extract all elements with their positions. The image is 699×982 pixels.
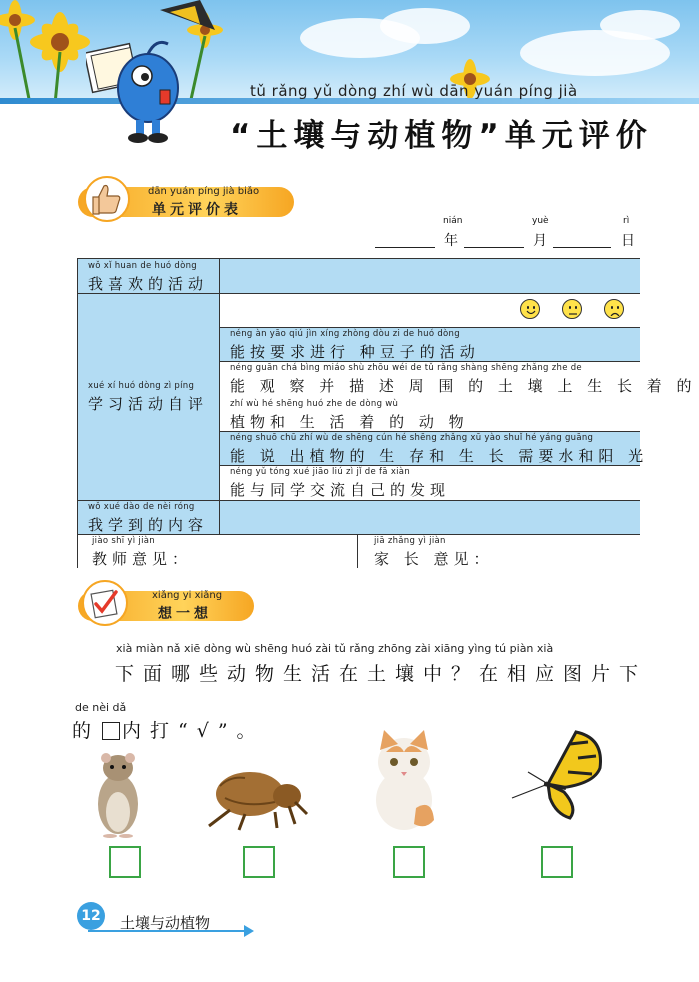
teacher-label: 教师意见： <box>92 550 193 568</box>
self-eval-item <box>220 465 640 500</box>
learned-label: 我学到的内容 <box>88 516 209 534</box>
like-label: 我喜欢的活动 <box>88 275 209 293</box>
mascot-icon <box>86 28 196 146</box>
item-label: 能与同学交流自己的发现 <box>230 481 451 499</box>
month-blank[interactable] <box>464 232 524 248</box>
item-pinyin: néng guān chá bìng miáo shù zhōu wéi de tǔ rǎng shàng shēng zhǎng zhe de <box>230 363 582 373</box>
year-pinyin: nián <box>443 216 463 226</box>
month-label: 月 <box>533 233 547 249</box>
teacher-comment-field[interactable] <box>78 534 358 568</box>
answer-box-cicada[interactable] <box>243 846 275 878</box>
sad-face-icon[interactable] <box>604 299 624 319</box>
teacher-pinyin: jiào shī yì jiàn <box>92 536 155 546</box>
cicada-nymph-image <box>205 762 309 832</box>
divider <box>78 534 640 535</box>
cell-like-label <box>78 259 220 293</box>
thumbs-up-icon <box>84 176 130 222</box>
item-label: 能按要求进行 种豆子的活动 <box>230 343 480 361</box>
learned-pinyin: wǒ xué dào de nèi róng <box>88 502 195 512</box>
self-eval-item <box>220 327 640 361</box>
neutral-face-icon[interactable] <box>562 299 582 319</box>
answer-box-hamster[interactable] <box>109 846 141 878</box>
evaluation-table <box>77 258 697 568</box>
butterfly-image <box>508 728 608 820</box>
question-pinyin-line2: de nèi dǎ <box>75 701 127 714</box>
self-eval-pinyin: xué xí huó dòng zì píng <box>88 381 195 391</box>
divider <box>219 465 640 466</box>
like-answer-field[interactable] <box>220 259 640 293</box>
faces-row <box>220 293 640 327</box>
parent-pinyin: jiā zhǎng yì jiàn <box>374 536 446 546</box>
item-pinyin: zhí wù hé shēng huó zhe de dòng wù <box>230 399 399 409</box>
self-eval-item <box>220 361 697 431</box>
checkbox-icon <box>102 722 120 740</box>
cell-self-eval-label <box>78 293 220 500</box>
divider <box>78 500 640 501</box>
divider <box>78 293 640 294</box>
self-eval-label: 学习活动自评 <box>88 395 209 413</box>
page-number: 12 <box>77 902 105 930</box>
kitten-image <box>368 728 440 832</box>
footer-title: 土壤与动植物 <box>120 914 211 932</box>
question-line2-a: 的 <box>72 720 101 742</box>
like-pinyin: wǒ xǐ huan de huó dòng <box>88 261 198 271</box>
smile-face-icon[interactable] <box>520 299 540 319</box>
learned-answer-field[interactable] <box>220 500 640 534</box>
item-label: 植物和 生 活 着 的 动 物 <box>230 413 469 431</box>
day-label: 日 <box>621 233 635 249</box>
parent-label: 家 长 意见： <box>374 550 494 568</box>
divider <box>357 534 358 568</box>
question-line2-b: 内打“√”。 <box>122 720 265 742</box>
answer-box-butterfly[interactable] <box>541 846 573 878</box>
checkmark-note-icon <box>82 580 128 626</box>
page-title: “土壤与动植物”单元评价 <box>230 118 653 154</box>
item-pinyin: néng àn yāo qiú jìn xíng zhòng dòu zi de huó dòng <box>230 329 460 339</box>
day-blank[interactable] <box>553 232 611 248</box>
arrow-right-icon <box>244 925 254 937</box>
divider <box>219 327 640 328</box>
date-line <box>370 216 638 250</box>
cloud <box>380 8 470 44</box>
answer-box-kitten[interactable] <box>393 846 425 878</box>
hamster-image <box>88 752 148 838</box>
item-label: 能 说 出植物的 生 存和 生 长 需要水和阳 光 <box>230 447 649 465</box>
question-pinyin-line1: xià miàn nǎ xiē dòng wù shēng huó zài tǔ rǎng zhōng zài xiāng yìng tú piàn xià <box>116 642 554 655</box>
section-label: 单元评价表 <box>152 202 242 218</box>
section-label: 想一想 <box>158 606 212 622</box>
item-pinyin: néng shuō chū zhí wù de shēng cún hé shēng zhǎng xū yào shuǐ hé yáng guāng <box>230 433 594 443</box>
day-pinyin: rì <box>623 216 630 226</box>
cell-learned-label <box>78 500 220 534</box>
month-pinyin: yuè <box>532 216 549 226</box>
year-label: 年 <box>444 233 458 249</box>
divider <box>219 361 640 362</box>
year-blank[interactable] <box>375 232 435 248</box>
divider <box>219 431 640 432</box>
cloud <box>600 10 680 40</box>
section-pinyin: xiǎng yi xiǎng <box>152 590 223 601</box>
question-line1: 下面哪些动物生活在土壤中？在相应图片下 <box>115 663 648 685</box>
parent-comment-field[interactable] <box>358 534 640 568</box>
divider <box>219 259 220 534</box>
title-pinyin: tǔ rǎng yǔ dòng zhí wù dān yuán píng jià <box>250 82 578 100</box>
question-line2 <box>72 716 265 743</box>
item-label: 能 观 察 并 描 述 周 围 的 土 壤 上 生 长 着 的 <box>230 377 697 395</box>
item-pinyin: néng yǔ tóng xué jiāo liú zì jǐ de fā xiàn <box>230 467 411 477</box>
self-eval-item <box>220 431 649 465</box>
section-pinyin: dān yuán píng jià biǎo <box>148 186 260 197</box>
